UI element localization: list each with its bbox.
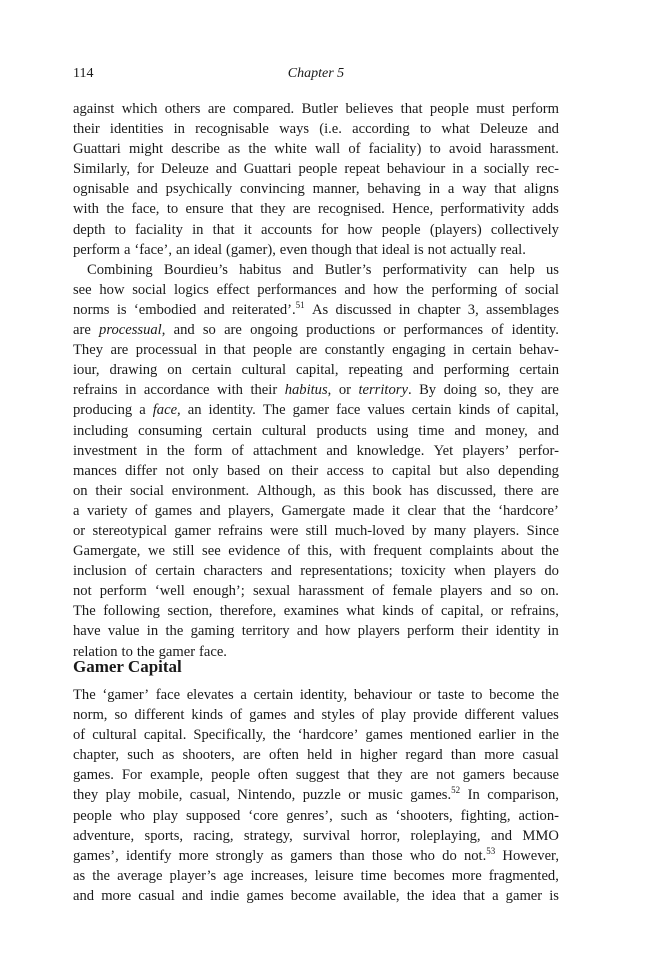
text-line: adventure, sports, racing, strategy, survival horror, roleplaying, and MMO xyxy=(73,827,559,844)
text-line: as the average player’s age increases, leisure time becomes more fragmented, xyxy=(73,867,559,884)
text-line: investment in the form of attachment and knowledge. Yet players’ perfor- xyxy=(73,442,559,459)
text-line: not perform ‘well enough’; sexual harassment of female players and so on. xyxy=(73,583,559,600)
paragraph-3 xyxy=(73,685,559,906)
text-line: refrains in accordance with their habitus, or territory. By doing so, they are xyxy=(73,382,559,399)
text-line: mances differ not only based on their access to capital but also depending xyxy=(73,462,559,479)
text-line: iour, drawing on certain cultural capital, repeating and performing certain xyxy=(73,362,559,379)
text-line: are processual, and so are ongoing productions or performances of identity. xyxy=(73,322,559,339)
paragraph-2 xyxy=(73,260,559,662)
text-line: see how social logics effect performances and how the performing of social xyxy=(73,281,559,298)
text-line: a variety of games and players, Gamergate made it clear that the ‘hardcore’ xyxy=(73,502,559,519)
text-line: or stereotypical gamer refrains were still much-loved by many players. Since xyxy=(73,522,559,539)
text-line: their identities in recognisable ways (i.e. according to what Deleuze and xyxy=(73,121,559,138)
text-line: chapter, such as shooters, are often held in higher regard than more casual xyxy=(73,747,559,764)
text-line: of cultural capital. Specifically, the ‘hardcore’ games mentioned earlier in the xyxy=(73,727,559,744)
body-text-top xyxy=(73,99,559,662)
text-line: The ‘gamer’ face elevates a certain identity, behaviour or taste to become the xyxy=(73,687,559,703)
text-line: games. For example, people often suggest that they are not gamers because xyxy=(73,767,559,784)
text-line: ognisable and psychically convincing manner, behaving in a way that aligns xyxy=(73,181,559,198)
text-line: norms is ‘embodied and reiterated’.$^{51}$ As discussed in chapter 3, assemblages xyxy=(73,299,559,318)
text-line: depth to faciality in that it accounts for how people (players) collectively xyxy=(73,221,559,238)
text-line: They are processual in that people are constantly engaging in certain behav- xyxy=(73,342,559,359)
text-line: and more casual and indie games become available, the idea that a gamer is xyxy=(73,887,559,904)
text-line: relation to the gamer face. xyxy=(73,643,227,660)
text-line: inclusion of certain characters and representations; toxicity when players do xyxy=(73,563,559,580)
body-text-bottom xyxy=(73,685,559,906)
section-heading: Gamer Capital xyxy=(73,657,182,676)
text-line: The following section, therefore, examines what kinds of capital, or refrains, xyxy=(73,603,559,620)
text-line: have value in the gaming territory and how players perform their identity in xyxy=(73,623,559,640)
text-line: people who play supposed ‘core genres’, such as ‘shooters, fighting, action- xyxy=(73,807,559,824)
text-line: against which others are compared. Butler believes that people must perform xyxy=(73,101,559,117)
text-line: Gamergate, we still see evidence of this, with frequent complaints about the xyxy=(73,543,559,560)
text-line: Guattari might describe as the white wall of faciality) to avoid harassment. xyxy=(73,141,559,158)
page-number: 114 xyxy=(73,66,94,81)
text-line: producing a face, an identity. The gamer face values certain kinds of capital, xyxy=(73,402,559,419)
text-line: perform a ‘face’, an ideal (gamer), even though that ideal is not actually real. xyxy=(73,241,526,258)
text-line: norm, so different kinds of games and styles of play provide different values xyxy=(73,707,559,724)
text-line: with the face, to ensure that they are recognised. Hence, performativity adds xyxy=(73,201,559,218)
text-line: games’, identify more strongly as gamers than those who do not.$^{53}$ However, xyxy=(73,845,559,864)
text-line: Similarly, for Deleuze and Guattari people repeat behaviour in a socially rec- xyxy=(73,161,559,178)
running-head: Chapter 5 xyxy=(287,66,345,81)
paragraph-1 xyxy=(73,99,559,260)
page-header xyxy=(73,66,559,86)
text-line: including consuming certain cultural products using time and money, and xyxy=(73,422,559,439)
text-line: Combining Bourdieu’s habitus and Butler’s performativity can help us xyxy=(87,261,559,278)
text-line: they play mobile, casual, Nintendo, puzzle or music games.$^{52}$ In comparison, xyxy=(73,785,559,804)
text-line: on their social environment. Although, as this book has discussed, there are xyxy=(73,482,559,499)
